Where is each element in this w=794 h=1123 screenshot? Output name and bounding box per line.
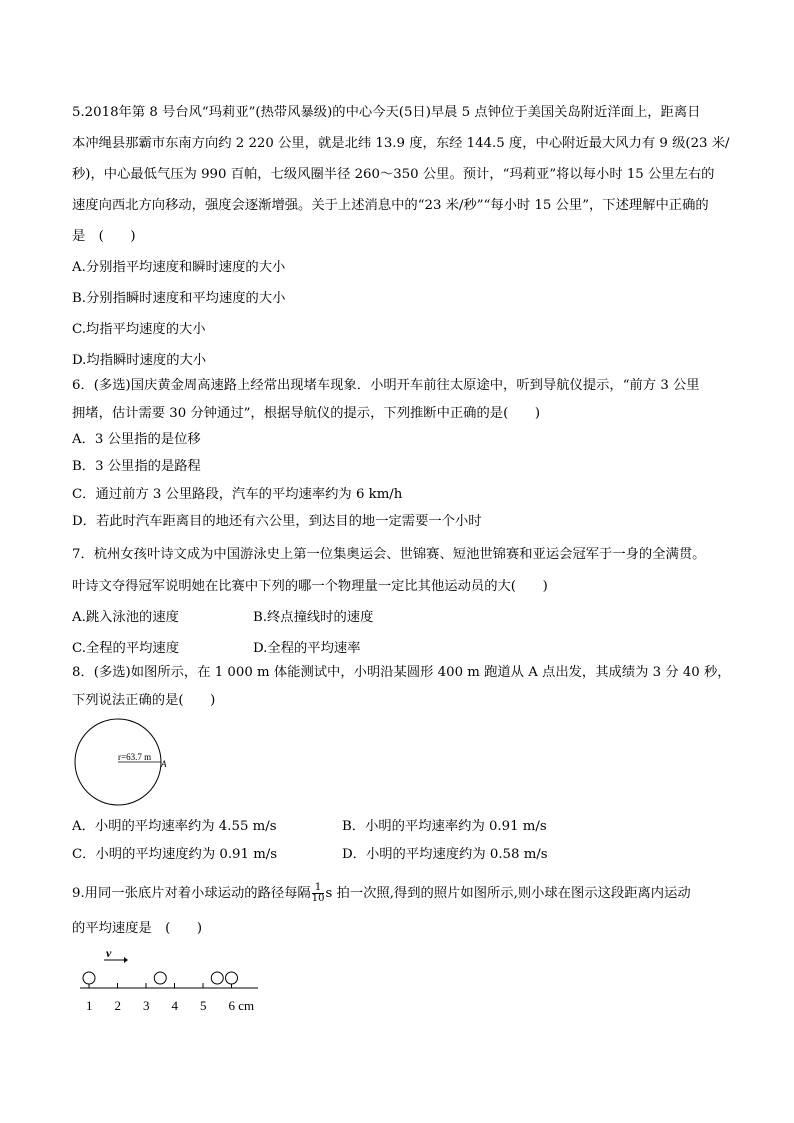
- q5-option-b: B.分别指瞬时速度和平均速度的大小: [72, 291, 286, 306]
- q9-line-2: 的平均速度是 ( ): [72, 921, 203, 936]
- q7-line-1: 7．杭州女孩叶诗文成为中国游泳史上第一位集奥运会、世锦赛、短池世锦赛和亚运会冠军于一身的全满贯。: [72, 547, 706, 562]
- q8-option-d: D．小明的平均速度约为 0.58 m/s: [342, 847, 548, 862]
- ruler-figure: [72, 940, 272, 1020]
- q5-option-c: C.均指平均速度的大小: [72, 322, 206, 337]
- q5-option-d: D.均指瞬时速度的大小: [72, 353, 207, 368]
- ruler-tick-label: 3: [143, 998, 150, 1013]
- q8-line-2: 下列说法正确的是( ): [72, 693, 216, 708]
- fraction-numerator: 1: [312, 883, 325, 894]
- q7-option-d: D.全程的平均速率: [253, 641, 361, 656]
- q6-option-c: C．通过前方 3 公里路段，汽车的平均速率约为 6 km/h: [72, 487, 403, 502]
- q5-line-1: 5.2018年第 8 号台风“玛莉亚”(热带风暴级)的中心今天(5日)早晨 5 点钟位于美国关岛附近洋面上，距离日: [72, 105, 701, 120]
- time-fraction: [312, 883, 325, 904]
- q5-line-4: 速度向西北方向移动，强度会逐渐增强。关于上述消息中的“23 米/秒”“每小时 15 公里”，下述理解中正确的: [72, 198, 709, 213]
- q8-line-1: 8．(多选)如图所示，在 1 000 m 体能测试中，小明沿某圆形 400 m 跑道从 A 点出发，其成绩为 3 分 40 秒，: [72, 665, 731, 680]
- q9-line-1-before: 9.用同一张底片对着小球运动的路径每隔: [72, 886, 311, 901]
- q7-option-a: A.跳入泳池的速度: [72, 610, 179, 625]
- q6-line-1: 6．(多选)国庆黄金周高速路上经常出现堵车现象．小明开车前往太原途中，听到导航仪提示，“前方 3 公里: [72, 378, 700, 393]
- q9-line-1: [72, 883, 691, 904]
- q5-line-5: 是 ( ): [72, 229, 136, 244]
- q5-line-2: 本冲绳县那霸市东南方向约 2 220 公里，就是北纬 13.9 度，东经 144.5 度，中心附近最大风力有 9 级(23 米/: [72, 136, 730, 151]
- q7-option-c: C.全程的平均速度: [72, 641, 180, 656]
- q6-option-a: A．3 公里指的是位移: [72, 432, 201, 447]
- ball-marker: [211, 972, 223, 984]
- ruler-tick-label: 1: [86, 998, 93, 1013]
- ruler-tick-label: 6 cm: [228, 998, 255, 1013]
- fraction-denominator: 10: [311, 893, 325, 904]
- q8-option-a: A．小明的平均速率约为 4.55 m/s: [72, 819, 277, 834]
- q8-option-b: B．小明的平均速率约为 0.91 m/s: [342, 819, 547, 834]
- q6-option-b: B．3 公里指的是路程: [72, 459, 201, 474]
- ball-marker: [226, 972, 238, 984]
- ball-marker: [154, 972, 166, 984]
- q7-line-2: 叶诗文夺得冠军说明她在比赛中下列的哪一个物理量一定比其他运动员的大( ): [72, 579, 548, 594]
- velocity-label: v: [106, 946, 112, 960]
- q7-option-b: B.终点撞线时的速度: [253, 610, 374, 625]
- q6-line-2: 拥堵，估计需要 30 分钟通过”，根据导航仪的提示，下列推断中正确的是( ): [72, 406, 541, 421]
- point-a-label: A: [161, 759, 167, 769]
- ruler-tick-label: 4: [171, 998, 178, 1013]
- ruler-tick-labels: [86, 998, 254, 1013]
- ball-positions: [83, 972, 238, 984]
- q9-line-1-after: s 拍一次照,得到的照片如图所示,则小球在图示这段距离内运动: [325, 886, 691, 901]
- q6-option-d: D．若此时汽车距离目的地还有六公里，到达目的地一定需要一个小时: [72, 514, 482, 529]
- radius-label: r=63.7 m: [118, 752, 152, 762]
- q5-option-a: A.分别指平均速度和瞬时速度的大小: [72, 260, 286, 275]
- q8-option-c: C．小明的平均速度约为 0.91 m/s: [72, 847, 278, 862]
- ruler-tick-label: 5: [200, 998, 207, 1013]
- ball-marker: [83, 972, 95, 984]
- q5-line-3: 秒)，中心最低气压为 990 百帕，七级风圈半径 260～350 公里。预计，“玛莉亚”将以每小时 15 公里左右的: [72, 167, 715, 182]
- velocity-arrowhead-icon: [124, 957, 128, 963]
- ruler-tick-label: 2: [114, 998, 121, 1013]
- track-figure: [70, 718, 180, 810]
